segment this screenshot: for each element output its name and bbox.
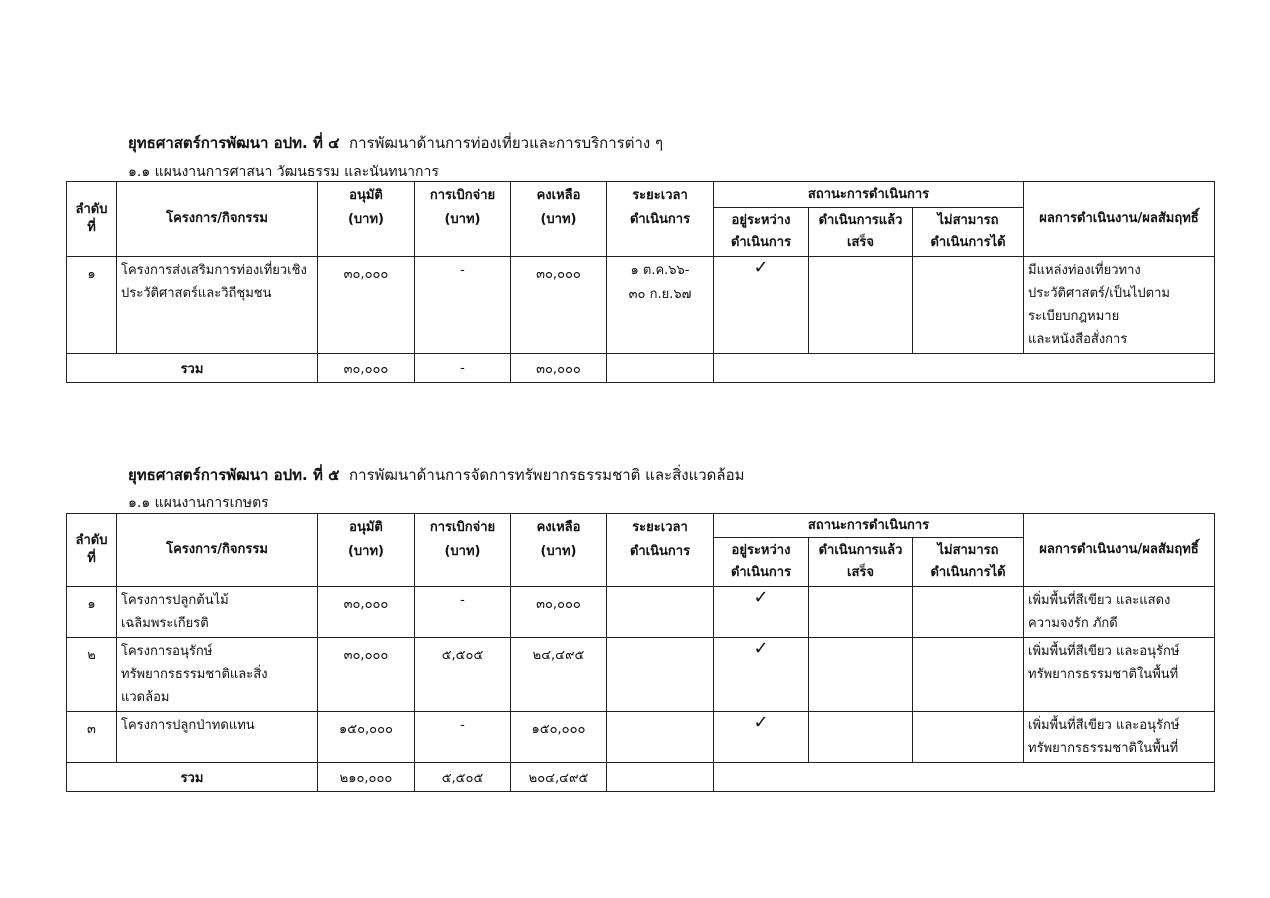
total-remaining: ๓๐,๐๐๐ bbox=[511, 354, 607, 383]
col-status-unable: ไม่สามารถ ดำเนินการได้ bbox=[913, 538, 1024, 587]
row-unable bbox=[913, 712, 1024, 763]
total-approved: ๒๑๐,๐๐๐ bbox=[318, 763, 415, 792]
strategy-title: ยุทธศาสตร์การพัฒนา อปท. ที่ ๔ bbox=[128, 134, 340, 152]
row-period: ๑ ต.ค.๖๖- ๓๐ ก.ย.๖๗ bbox=[607, 257, 714, 354]
row-done bbox=[809, 257, 913, 354]
row-result: เพิ่มพื้นที่สีเขียว และอนุรักษ์ ทรัพยากรธรรมชาติในพื้นที่ bbox=[1024, 712, 1215, 763]
row-disbursed: - bbox=[415, 257, 511, 354]
col-approved: อนุมัติ (บาท) bbox=[318, 514, 415, 587]
row-remaining: ๓๐,๐๐๐ bbox=[511, 587, 607, 638]
total-disbursed: ๕,๕๐๕ bbox=[415, 763, 511, 792]
row-unable bbox=[913, 257, 1024, 354]
strategy-heading-5 bbox=[128, 463, 745, 487]
col-status-in-progress: อยู่ระหว่าง ดำเนินการ bbox=[714, 538, 809, 587]
table-row bbox=[67, 257, 1215, 354]
total-period bbox=[607, 763, 714, 792]
row-no: ๒ bbox=[67, 638, 117, 712]
col-status: สถานะการดำเนินการ bbox=[714, 514, 1024, 538]
row-disbursed: - bbox=[415, 712, 511, 763]
table-row bbox=[67, 638, 1215, 712]
plan-title: ๑.๑ แผนงานการศาสนา วัฒนธรรม และนันทนาการ bbox=[128, 164, 439, 180]
check-icon: ✓ bbox=[714, 712, 809, 763]
row-no: ๓ bbox=[67, 712, 117, 763]
col-status: สถานะการดำเนินการ bbox=[714, 182, 1024, 208]
row-result: เพิ่มพื้นที่สีเขียว และแสดง ความจงรัก ภักดี bbox=[1024, 587, 1215, 638]
row-no: ๑ bbox=[67, 257, 117, 354]
col-disbursed: การเบิกจ่าย (บาท) bbox=[415, 514, 511, 587]
total-empty bbox=[714, 763, 1215, 792]
row-result: มีแหล่งท่องเที่ยวทาง ประวัติศาสตร์/เป็นไปตาม ระเบียบกฎหมาย และหนังสือสั่งการ bbox=[1024, 257, 1215, 354]
col-status-in-progress: อยู่ระหว่าง ดำเนินการ bbox=[714, 208, 809, 257]
row-result: เพิ่มพื้นที่สีเขียว และอนุรักษ์ ทรัพยากรธรรมชาติในพื้นที่ bbox=[1024, 638, 1215, 712]
row-done bbox=[809, 712, 913, 763]
total-label: รวม bbox=[67, 763, 318, 792]
col-disbursed: การเบิกจ่าย (บาท) bbox=[415, 182, 511, 257]
col-remaining: คงเหลือ (บาท) bbox=[511, 514, 607, 587]
total-disbursed: - bbox=[415, 354, 511, 383]
col-no: ลำดับ ที่ bbox=[67, 514, 117, 587]
total-period bbox=[607, 354, 714, 383]
total-row bbox=[67, 763, 1215, 792]
row-done bbox=[809, 587, 913, 638]
col-remaining: คงเหลือ (บาท) bbox=[511, 182, 607, 257]
col-result: ผลการดำเนินงาน/ผลสัมฤทธิ์ bbox=[1024, 182, 1215, 257]
row-unable bbox=[913, 638, 1024, 712]
row-project: โครงการส่งเสริมการท่องเที่ยวเชิงประวัติศาสตร์และวิถีชุมชน bbox=[117, 257, 318, 354]
col-project: โครงการ/กิจกรรม bbox=[117, 182, 318, 257]
col-status-unable: ไม่สามารถ ดำเนินการได้ bbox=[913, 208, 1024, 257]
col-status-done: ดำเนินการแล้ว เสร็จ bbox=[809, 538, 913, 587]
check-icon: ✓ bbox=[714, 638, 809, 712]
row-project: โครงการปลูกต้นไม้เฉลิมพระเกียรติ bbox=[117, 587, 318, 638]
row-period bbox=[607, 587, 714, 638]
col-approved: อนุมัติ (บาท) bbox=[318, 182, 415, 257]
strategy-subtitle: การพัฒนาด้านการจัดการทรัพยากรธรรมชาติ และสิ่งแวดล้อม bbox=[348, 466, 745, 484]
table-row bbox=[67, 712, 1215, 763]
row-period bbox=[607, 638, 714, 712]
row-remaining: ๓๐,๐๐๐ bbox=[511, 257, 607, 354]
row-no: ๑ bbox=[67, 587, 117, 638]
check-icon: ✓ bbox=[714, 587, 809, 638]
total-row bbox=[67, 354, 1215, 383]
col-status-done: ดำเนินการแล้ว เสร็จ bbox=[809, 208, 913, 257]
row-approved: ๓๐,๐๐๐ bbox=[318, 587, 415, 638]
row-approved: ๓๐,๐๐๐ bbox=[318, 257, 415, 354]
row-unable bbox=[913, 587, 1024, 638]
strategy-subtitle: การพัฒนาด้านการท่องเที่ยวและการบริการต่าง ๆ bbox=[348, 134, 664, 152]
row-disbursed: ๕,๕๐๕ bbox=[415, 638, 511, 712]
col-project: โครงการ/กิจกรรม bbox=[117, 514, 318, 587]
total-remaining: ๒๐๔,๔๙๕ bbox=[511, 763, 607, 792]
col-period: ระยะเวลา ดำเนินการ bbox=[607, 182, 714, 257]
row-remaining: ๒๔,๔๙๕ bbox=[511, 638, 607, 712]
row-period bbox=[607, 712, 714, 763]
col-no: ลำดับ ที่ bbox=[67, 182, 117, 257]
row-done bbox=[809, 638, 913, 712]
project-table-2 bbox=[66, 513, 1215, 792]
row-disbursed: - bbox=[415, 587, 511, 638]
total-approved: ๓๐,๐๐๐ bbox=[318, 354, 415, 383]
total-empty bbox=[714, 354, 1215, 383]
strategy-heading-4 bbox=[128, 131, 663, 155]
row-project: โครงการปลูกป่าทดแทน bbox=[117, 712, 318, 763]
col-period: ระยะเวลา ดำเนินการ bbox=[607, 514, 714, 587]
project-table-1 bbox=[66, 181, 1215, 383]
strategy-title: ยุทธศาสตร์การพัฒนา อปท. ที่ ๕ bbox=[128, 466, 340, 484]
col-result: ผลการดำเนินงาน/ผลสัมฤทธิ์ bbox=[1024, 514, 1215, 587]
total-label: รวม bbox=[67, 354, 318, 383]
row-remaining: ๑๕๐,๐๐๐ bbox=[511, 712, 607, 763]
row-project: โครงการอนุรักษ์ทรัพยากรธรรมชาติและสิ่งแวดล้อม bbox=[117, 638, 318, 712]
plan-title: ๑.๑ แผนงานการเกษตร bbox=[128, 495, 269, 511]
table-row bbox=[67, 587, 1215, 638]
row-approved: ๑๕๐,๐๐๐ bbox=[318, 712, 415, 763]
row-approved: ๓๐,๐๐๐ bbox=[318, 638, 415, 712]
check-icon: ✓ bbox=[714, 257, 809, 354]
